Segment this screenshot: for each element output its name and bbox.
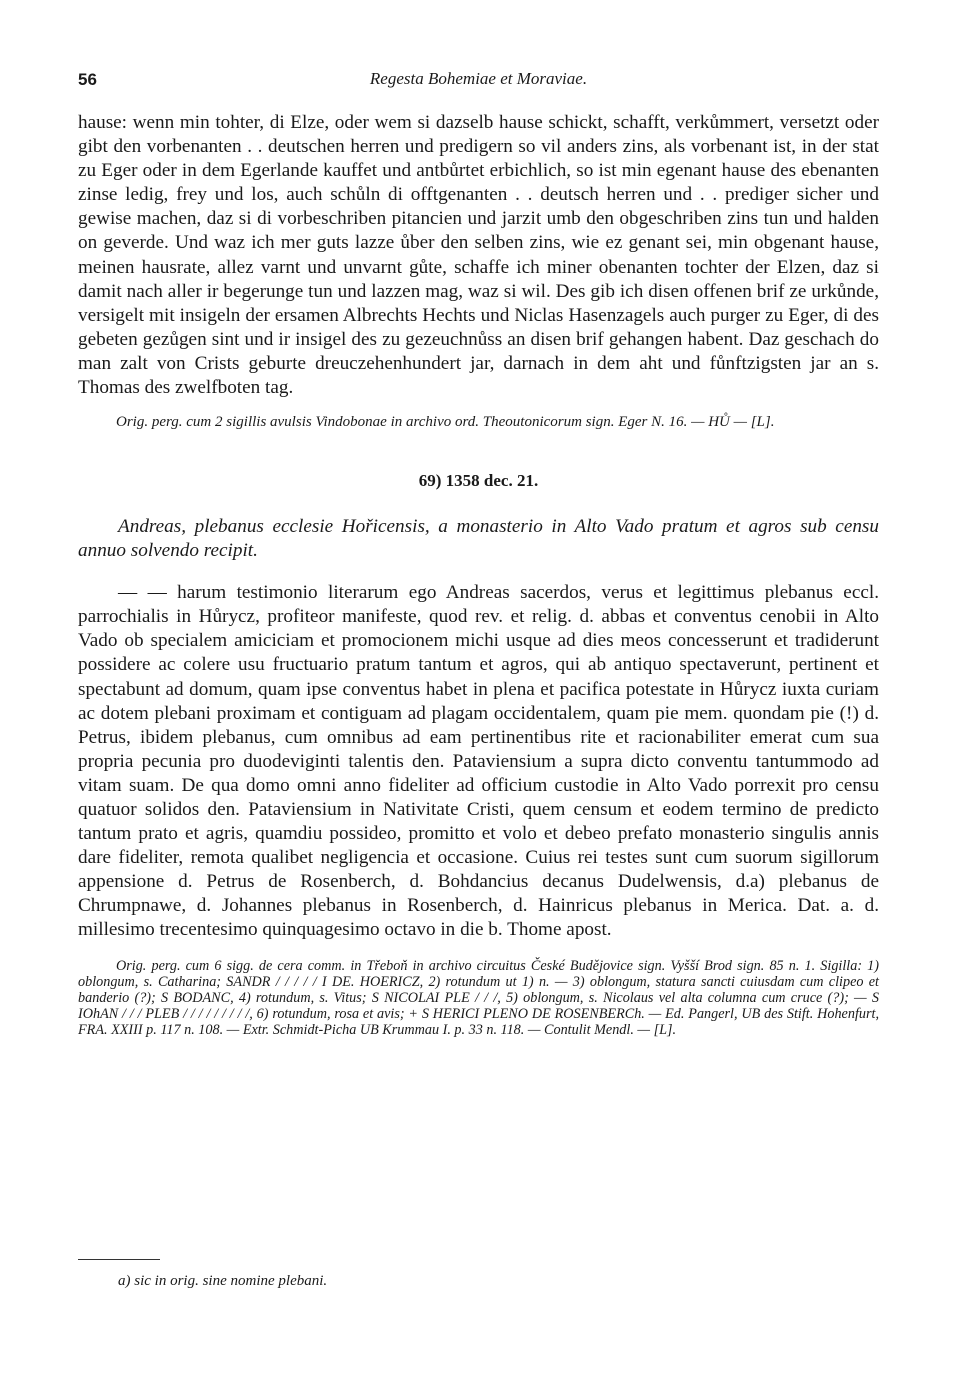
document-69-regest: Andreas, plebanus ecclesie Hořicensis, a monasterio in Alto Vado pratum et agros sub censu annuo solvendo recipit. — [78, 516, 879, 562]
document-69-apparatus: Orig. perg. cum 6 sigg. de cera comm. in Třeboň in archivo circuitus České Budějovice sign. Vyšší Brod sign. 85 n. 1. Sigilla: 1) oblongum, s. Catharina; SANDR / / / / / I DE. HOERICZ, 2) rotundum ut 1) n. — 3) oblongum, statura sancti cuiusdam cum clipeo et banderio (?); S BODANC, 4) rotundum, s. Vitus; S NICOLAI PLE / / /, 5) oblongum, s. Nicolaus vel alta columna cum cruce (?); — S IOhAN / / / PLEB / / / / / / / / /, 6) rotundum, rosa et avis; + S HERICI PLENO DE ROSENBERCh. — Ed. Pangerl, UB des Stift. Hohenfurt, FRA. XXIII p. 117 n. 108. — Extr. Schmidt-Picha UB Krummau I. p. 33 n. 118. — Contulit Mendl. — [L]. — [78, 957, 879, 1038]
page-number: 56 — [78, 70, 97, 89]
footnote: a) sic in orig. sine nomine plebani. — [118, 1273, 328, 1289]
document-page — [78, 62, 879, 1038]
document-68-text: hause: wenn min tohter, di Elze, oder wem si dazselb hause schickt, schafft, verkůmmert, versetzt oder gibt den vorbenanten . . deutschen herren und predigern so vil anders zins, als vorbenant ist, in der stat zu Eger oder in dem Egerlande kauffet und antbůrtet erbichlich, so ist min egenant hause des ebenanten zinse ledig, frey und los, auch schůln di offtgenanten . . deutsch herren und . . prediger sicher und gewise machen, daz si di vorbeschriben pitancien und jarzit umb den obgeschriben zins tun und halden on geverde. Und waz ich mer guts lazze ůber den selben zins, wie ez genant sei, min obgenant hause, meinen hausrate, allez varnt und unvarnt gůte, schaffe ich miner obenanten tochter der Elzen, daz si damit nach aller ir begerunge tun und lazzen mag, waz si wil. Des gib ich disen offenen brif ze urkůnde, versigelt mit insigeln der ersamen Albrechts Hechts und Niclas Hasenzagels auch purger zu Eger, di des gebeten gezůgen sint und ir insigel des zu gezeuchnůss an disen brif gehangen habent. Daz geschach do man zalt von Crists geburte dreuczehenhundert jar, darnach in dem aht und fůnftzigsten jar an s. Thomas des zwelfboten tag. — [78, 112, 879, 399]
document-69-number: 69) 1358 dec. 21. — [418, 471, 539, 491]
running-title: Regesta Bohemiae et Moraviae. — [369, 69, 588, 88]
document-69-text: — — harum testimonio literarum ego Andreas sacerdos, verus et legittimus plebanus eccl. parrochialis in Hůrycz, profiteor manifeste, quod rev. et relig. d. abbas et conventus cenobii in Alto Vado ob specialem amiciciam et promocionem michi usque ad dies meos concesserunt et tradiderunt possidere ac colere usu fructuario pratum tantum et agros, qui ab antiquo spectaverunt, pertinent et spectabunt ad domum, quam ipse conventus habet in plena et pacifica potestate in Hůrycz iuxta curiam ac dotem plebani proximam et contiguam ad plagam occidentalem, quam pie mem. quondam pie (!) d. Petrus, ibidem plebanus, cum omnibus ad eam pertinentibus rite et racionabiliter emerat cum sua propria pecunia pro duodeviginti talentis den. Pataviensium a supra dicto conventu tantummodo ad vitam suam. De qua domo omni anno fideliter ad officium custodie in Alto Vado porrexit pro censu quatuor solidos den. Pataviensium in Nativitate Cristi, quem censum et eodem termino de predicto tantum prato et agris, quamdiu possideo, promitto et volo et debeo prefato monasterio singulis annis dare fideliter, remota qualibet negligencia et occasione. Cuius rei testes sunt cum suorum sigillorum appensione d. Petrus de Rosenberch, d. Bohdancius decanus Dudelwensis, d.a) plebanus de Chrumpnawe, d. Johannes plebanus in Rosenberch, d. Hainricus plebanus in Merica. Dat. a. d. millesimo trecentesimo quinquagesimo octavo in die b. Thome apost. — [78, 582, 879, 941]
page-header — [78, 62, 879, 96]
document-68-continuation — [78, 111, 879, 400]
document-69-body — [78, 581, 879, 942]
footnote-divider — [78, 1259, 160, 1260]
document-68-source-note: Orig. perg. cum 2 sigillis avulsis Vindobonae in archivo ord. Theoutonicorum sign. Eger N. 16. — HŮ — [L]. — [116, 414, 775, 431]
